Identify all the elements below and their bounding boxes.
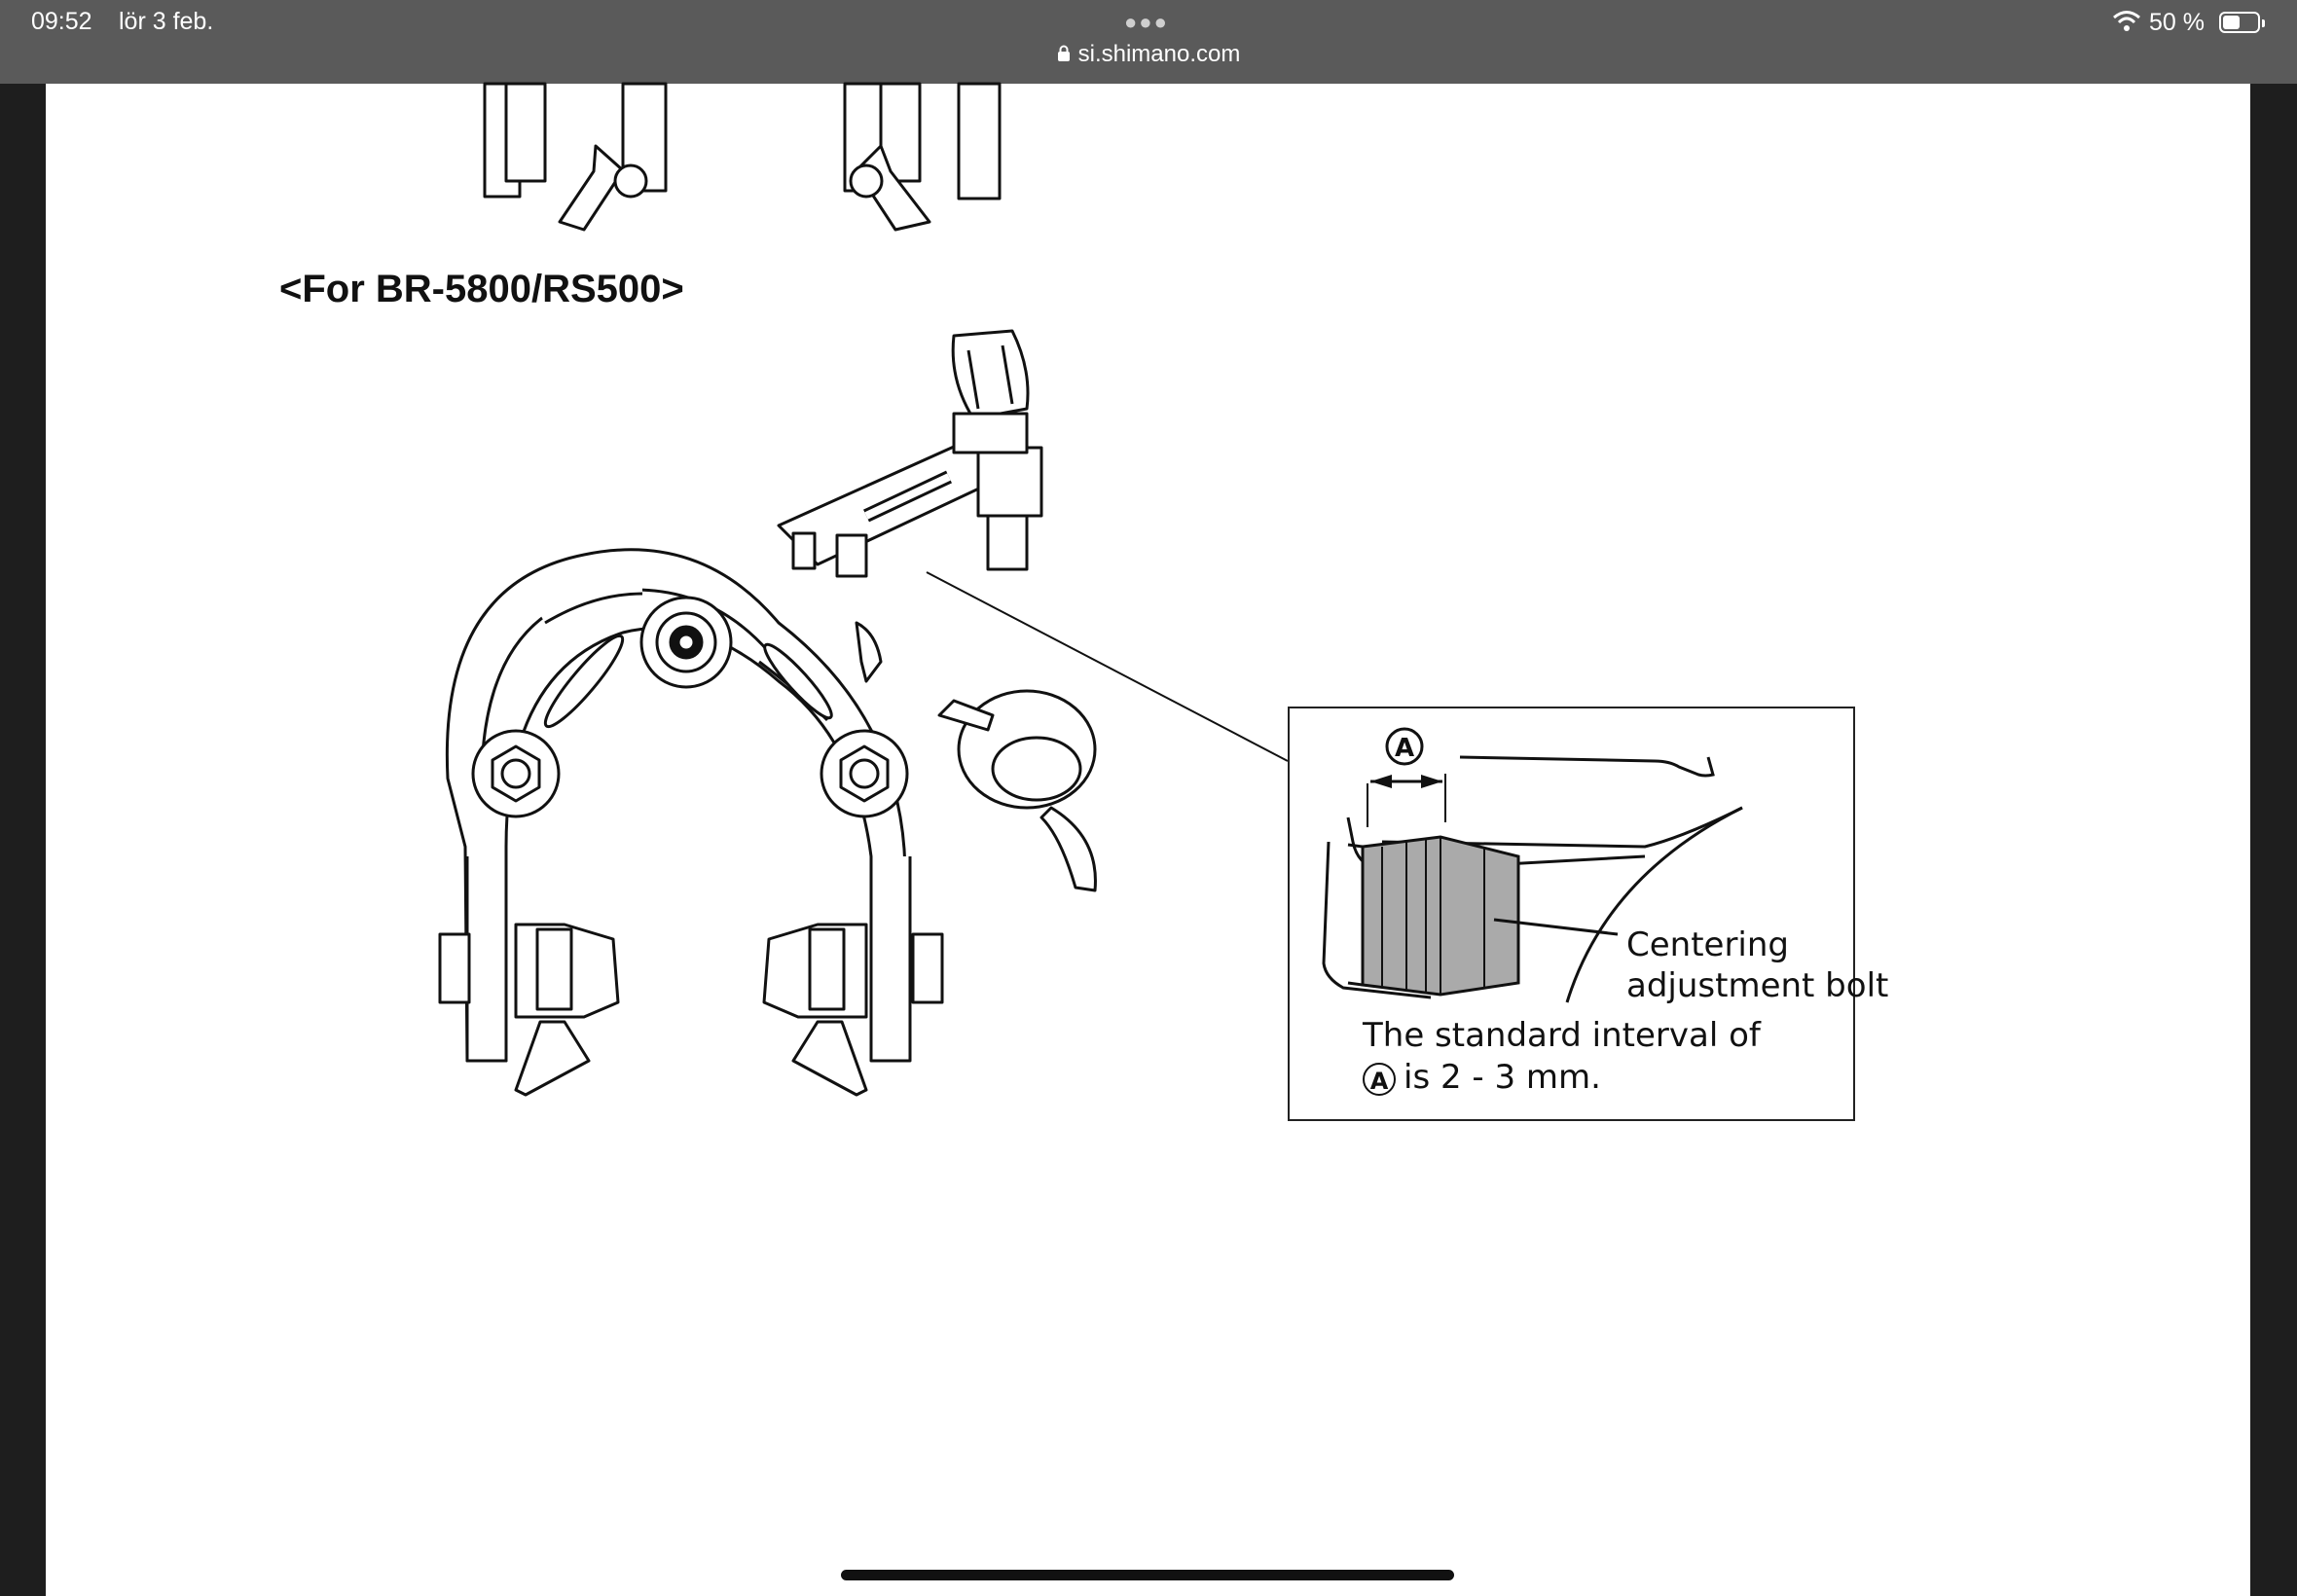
interval-note-line2 — [1363, 1057, 1601, 1098]
right-brake-shoe — [764, 925, 942, 1095]
interval-note-line1: The standard interval of — [1363, 1016, 1761, 1055]
status-date: lör 3 feb. — [119, 8, 214, 35]
dimension-a-label: A — [1394, 734, 1415, 763]
bolt-label-line1: Centering — [1626, 925, 1790, 964]
note-interval-text: is 2 - 3 mm. — [1404, 1058, 1601, 1097]
bolt-label-line2: adjustment bolt — [1626, 966, 1889, 1005]
url-text: si.shimano.com — [1077, 41, 1241, 67]
previous-figure-fragment — [485, 84, 1000, 230]
note-a-marker: A — [1363, 1063, 1396, 1096]
status-time: 09:52 — [31, 8, 92, 35]
home-indicator[interactable] — [841, 1570, 1454, 1580]
section-heading: <For BR-5800/RS500> — [279, 268, 684, 310]
battery-percentage: 50 % — [2149, 9, 2205, 36]
more-dots-icon[interactable]: ●●● — [1124, 10, 1169, 34]
cable-adjuster — [779, 331, 1041, 576]
